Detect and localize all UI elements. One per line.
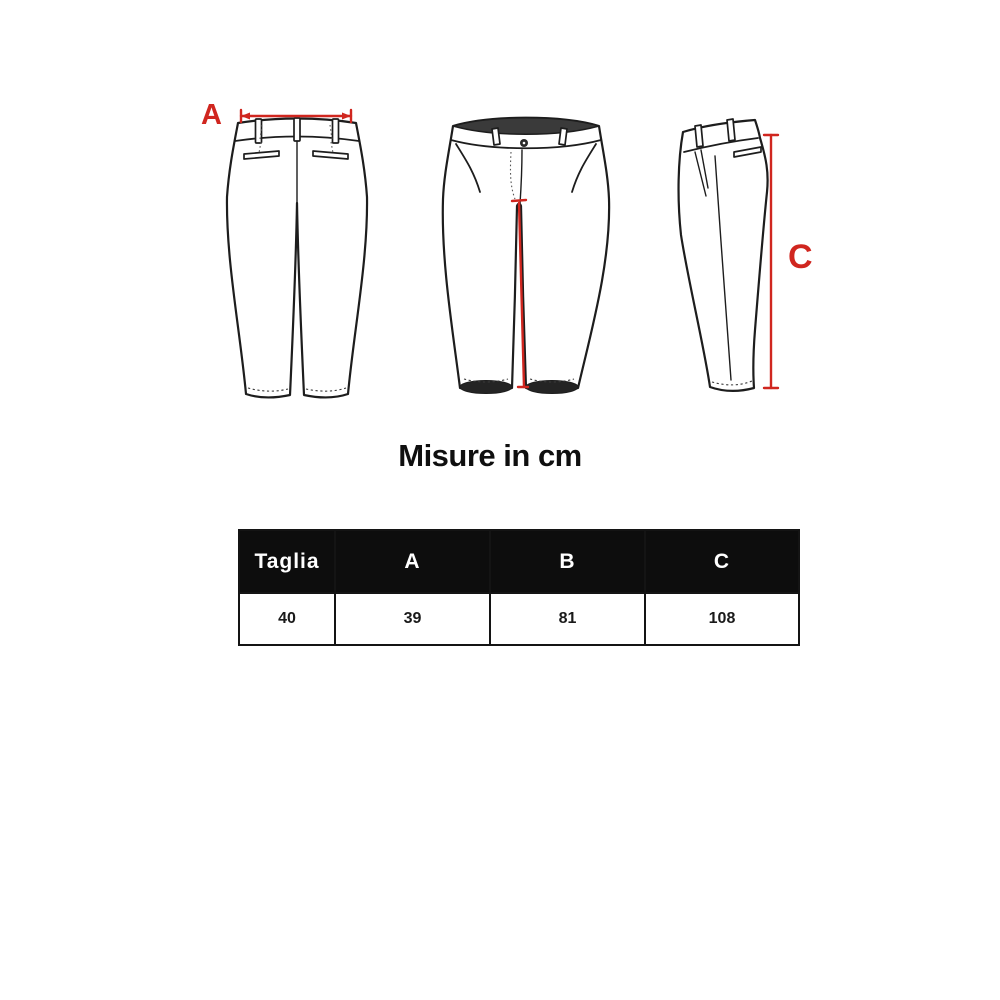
belt-loop [727, 119, 735, 141]
side-view-garment [679, 119, 768, 391]
size-table-col-a: A [335, 530, 490, 593]
size-value-taglia: 40 [239, 593, 335, 645]
belt-loop [333, 119, 339, 143]
size-table-header-row [239, 530, 799, 593]
belt-loop [294, 118, 300, 141]
side-silhouette [679, 120, 768, 391]
front-silhouette [443, 118, 609, 392]
size-value-c: 108 [645, 593, 799, 645]
button-icon-highlight [523, 142, 526, 145]
size-table-col-taglia: Taglia [239, 530, 335, 593]
size-table-col-c: C [645, 530, 799, 593]
pants-front-view-drawing [440, 104, 612, 404]
size-table-col-b: B [490, 530, 645, 593]
front-view-garment [443, 118, 609, 394]
back-view-garment [227, 118, 367, 398]
size-value-a: 39 [335, 593, 490, 645]
pants-side-view-drawing [668, 110, 803, 402]
belt-loop [256, 119, 262, 143]
size-table-row [239, 593, 799, 645]
units-title: Misure in cm [398, 438, 582, 473]
measure-label-a: A [201, 99, 222, 131]
size-table [238, 529, 800, 646]
hem-right [526, 381, 578, 394]
belt-loop [492, 128, 500, 145]
measure-label-c: C [788, 238, 813, 276]
belt-loop [695, 125, 703, 147]
pants-back-view-drawing [220, 104, 372, 404]
belt-loop [559, 128, 567, 145]
hem-left [460, 381, 512, 394]
size-value-b: 81 [490, 593, 645, 645]
